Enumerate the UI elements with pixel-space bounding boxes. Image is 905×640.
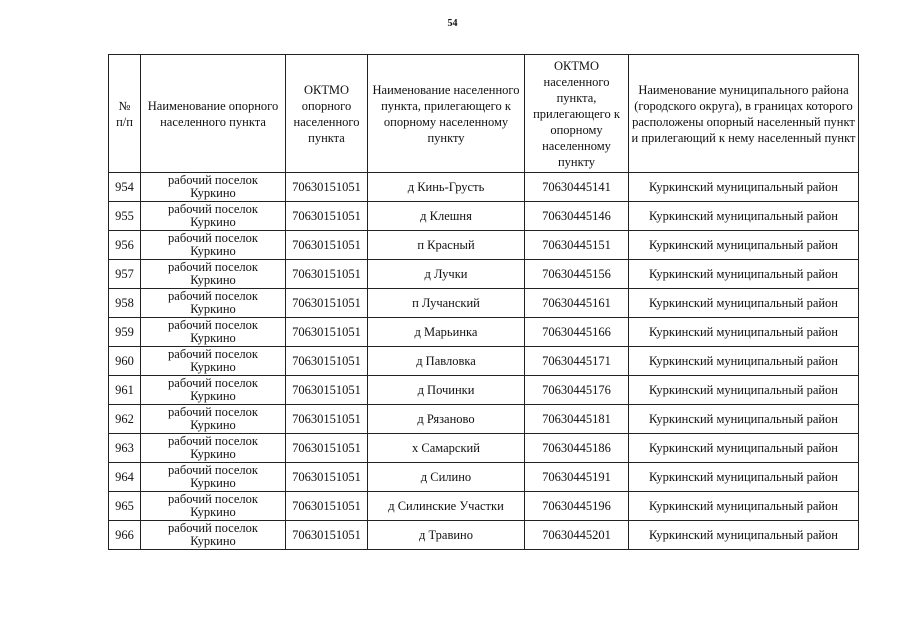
- cell-num: 954: [109, 173, 141, 202]
- table-header: [109, 55, 859, 173]
- table-row: [109, 463, 859, 492]
- table-row: [109, 202, 859, 231]
- cell-adjacent-oktmo: 70630445151: [525, 231, 629, 260]
- table-body: [109, 173, 859, 550]
- cell-base-name: [141, 202, 286, 231]
- cell-base-name-line1: рабочий поселок: [168, 376, 258, 390]
- cell-base-name: [141, 347, 286, 376]
- cell-adjacent-oktmo: 70630445201: [525, 521, 629, 550]
- header-adjacent-name: Наименование населенного пункта, прилегающего к опорному населенному пункту: [368, 55, 525, 173]
- cell-adjacent-oktmo: 70630445186: [525, 434, 629, 463]
- cell-base-name-line1: рабочий поселок: [168, 463, 258, 477]
- cell-base-name-line1: рабочий поселок: [168, 434, 258, 448]
- table-row: [109, 260, 859, 289]
- cell-adjacent-name: д Марьинка: [368, 318, 525, 347]
- cell-adjacent-oktmo: 70630445196: [525, 492, 629, 521]
- cell-base-oktmo: 70630151051: [286, 289, 368, 318]
- cell-base-name-line1: рабочий поселок: [168, 405, 258, 419]
- cell-base-oktmo: 70630151051: [286, 434, 368, 463]
- cell-base-name-line2: Куркино: [190, 389, 236, 403]
- cell-district: Куркинский муниципальный район: [629, 376, 859, 405]
- cell-base-name-line2: Куркино: [190, 273, 236, 287]
- settlements-table: [108, 54, 859, 550]
- table-row: [109, 318, 859, 347]
- cell-base-name-line2: Куркино: [190, 331, 236, 345]
- cell-district: Куркинский муниципальный район: [629, 202, 859, 231]
- cell-adjacent-oktmo: 70630445171: [525, 347, 629, 376]
- cell-district: Куркинский муниципальный район: [629, 347, 859, 376]
- cell-adjacent-name: д Клешня: [368, 202, 525, 231]
- cell-adjacent-name: д Починки: [368, 376, 525, 405]
- header-row: [109, 55, 859, 173]
- header-base-oktmo: ОКТМО опорного населенного пункта: [286, 55, 368, 173]
- cell-base-oktmo: 70630151051: [286, 405, 368, 434]
- cell-base-name: [141, 318, 286, 347]
- cell-adjacent-oktmo: 70630445156: [525, 260, 629, 289]
- table-row: [109, 231, 859, 260]
- cell-base-oktmo: 70630151051: [286, 173, 368, 202]
- cell-num: 958: [109, 289, 141, 318]
- cell-district: Куркинский муниципальный район: [629, 289, 859, 318]
- cell-base-name: [141, 492, 286, 521]
- cell-base-name-line1: рабочий поселок: [168, 231, 258, 245]
- cell-base-name-line2: Куркино: [190, 447, 236, 461]
- cell-adjacent-oktmo: 70630445161: [525, 289, 629, 318]
- cell-adjacent-name: п Красный: [368, 231, 525, 260]
- cell-adjacent-oktmo: 70630445176: [525, 376, 629, 405]
- cell-district: Куркинский муниципальный район: [629, 492, 859, 521]
- cell-base-oktmo: 70630151051: [286, 463, 368, 492]
- cell-base-name: [141, 231, 286, 260]
- cell-num: 965: [109, 492, 141, 521]
- cell-base-oktmo: 70630151051: [286, 231, 368, 260]
- cell-district: Куркинский муниципальный район: [629, 260, 859, 289]
- cell-base-name-line1: рабочий поселок: [168, 202, 258, 216]
- cell-district: Куркинский муниципальный район: [629, 521, 859, 550]
- cell-base-name: [141, 463, 286, 492]
- cell-base-name-line2: Куркино: [190, 418, 236, 432]
- cell-adjacent-name: д Травино: [368, 521, 525, 550]
- cell-base-name-line2: Куркино: [190, 505, 236, 519]
- cell-base-name-line1: рабочий поселок: [168, 492, 258, 506]
- cell-district: Куркинский муниципальный район: [629, 318, 859, 347]
- cell-num: 963: [109, 434, 141, 463]
- cell-base-name: [141, 434, 286, 463]
- cell-base-name-line1: рабочий поселок: [168, 347, 258, 361]
- table-row: [109, 434, 859, 463]
- cell-base-name-line2: Куркино: [190, 244, 236, 258]
- cell-adjacent-name: д Силино: [368, 463, 525, 492]
- cell-base-name: [141, 376, 286, 405]
- cell-num: 955: [109, 202, 141, 231]
- cell-adjacent-name: д Силинские Участки: [368, 492, 525, 521]
- cell-base-name: [141, 260, 286, 289]
- cell-base-name: [141, 289, 286, 318]
- cell-base-oktmo: 70630151051: [286, 347, 368, 376]
- cell-base-name: [141, 521, 286, 550]
- cell-base-name: [141, 173, 286, 202]
- cell-base-oktmo: 70630151051: [286, 492, 368, 521]
- cell-base-oktmo: 70630151051: [286, 521, 368, 550]
- cell-base-oktmo: 70630151051: [286, 376, 368, 405]
- header-district: Наименование муниципального района (городского округа), в границах которого расположены опорный населенный пункт и прилегающий к нему населенный пункт: [629, 55, 859, 173]
- cell-adjacent-name: д Кинь-Грусть: [368, 173, 525, 202]
- cell-base-name-line1: рабочий поселок: [168, 260, 258, 274]
- cell-num: 956: [109, 231, 141, 260]
- cell-adjacent-name: д Лучки: [368, 260, 525, 289]
- cell-adjacent-name: д Павловка: [368, 347, 525, 376]
- header-adjacent-oktmo: ОКТМО населенного пункта, прилегающего к опорному населенному пункту: [525, 55, 629, 173]
- cell-adjacent-oktmo: 70630445181: [525, 405, 629, 434]
- cell-district: Куркинский муниципальный район: [629, 405, 859, 434]
- header-base-name: Наименование опорного населенного пункта: [141, 55, 286, 173]
- cell-base-name-line2: Куркино: [190, 476, 236, 490]
- cell-adjacent-name: д Рязаново: [368, 405, 525, 434]
- table-row: [109, 347, 859, 376]
- cell-base-name-line2: Куркино: [190, 360, 236, 374]
- page-number: 54: [447, 18, 458, 29]
- cell-num: 959: [109, 318, 141, 347]
- cell-district: Куркинский муниципальный район: [629, 231, 859, 260]
- header-num: [109, 55, 141, 173]
- cell-adjacent-oktmo: 70630445141: [525, 173, 629, 202]
- cell-num: 957: [109, 260, 141, 289]
- table-row: [109, 173, 859, 202]
- cell-adjacent-oktmo: 70630445146: [525, 202, 629, 231]
- header-num-label: № п/п: [116, 98, 133, 129]
- cell-adjacent-name: х Самарский: [368, 434, 525, 463]
- cell-base-name-line2: Куркино: [190, 186, 236, 200]
- cell-base-name-line1: рабочий поселок: [168, 521, 258, 535]
- cell-base-name: [141, 405, 286, 434]
- cell-num: 964: [109, 463, 141, 492]
- cell-base-name-line2: Куркино: [190, 302, 236, 316]
- cell-num: 962: [109, 405, 141, 434]
- cell-district: Куркинский муниципальный район: [629, 434, 859, 463]
- table-row: [109, 492, 859, 521]
- cell-adjacent-name: п Лучанский: [368, 289, 525, 318]
- table-row: [109, 289, 859, 318]
- cell-base-name-line2: Куркино: [190, 215, 236, 229]
- cell-base-name-line1: рабочий поселок: [168, 173, 258, 187]
- table-row: [109, 405, 859, 434]
- cell-district: Куркинский муниципальный район: [629, 173, 859, 202]
- cell-base-oktmo: 70630151051: [286, 202, 368, 231]
- cell-adjacent-oktmo: 70630445166: [525, 318, 629, 347]
- cell-base-oktmo: 70630151051: [286, 260, 368, 289]
- cell-num: 961: [109, 376, 141, 405]
- cell-num: 960: [109, 347, 141, 376]
- cell-num: 966: [109, 521, 141, 550]
- cell-base-name-line2: Куркино: [190, 534, 236, 548]
- cell-base-name-line1: рабочий поселок: [168, 289, 258, 303]
- cell-base-name-line1: рабочий поселок: [168, 318, 258, 332]
- table-row: [109, 376, 859, 405]
- cell-district: Куркинский муниципальный район: [629, 463, 859, 492]
- table-row: [109, 521, 859, 550]
- cell-base-oktmo: 70630151051: [286, 318, 368, 347]
- cell-adjacent-oktmo: 70630445191: [525, 463, 629, 492]
